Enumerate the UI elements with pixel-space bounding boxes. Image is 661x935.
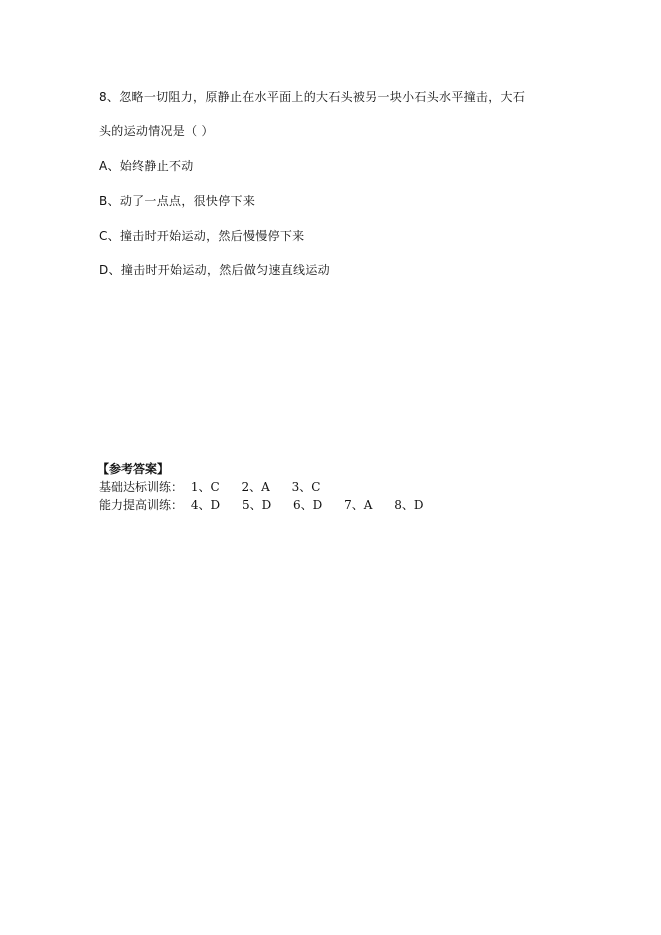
answer-item: 1、C — [190, 480, 220, 494]
answer-row-label: 能力提高训练： — [99, 498, 184, 512]
answer-item: 5、D — [241, 498, 272, 512]
answer-row-advanced — [99, 497, 442, 513]
answer-item: 2、A — [241, 480, 270, 494]
question-text-line2: 头的运动情况是（ ） — [99, 124, 214, 138]
answer-row-basic — [99, 479, 338, 495]
option-c: C、撞击时开始运动，然后慢慢停下来 — [99, 229, 305, 243]
answer-item: 3、C — [291, 480, 321, 494]
option-a: A、始终静止不动 — [99, 159, 194, 173]
option-d: D、撞击时开始运动，然后做匀速直线运动 — [99, 263, 330, 277]
answer-item: 8、D — [394, 498, 424, 512]
answer-item: 7、A — [344, 498, 373, 512]
answer-item: 6、D — [293, 498, 323, 512]
answer-item: 4、D — [190, 498, 221, 512]
answer-row-label: 基础达标训练： — [99, 480, 184, 494]
option-b: B、动了一点点，很快停下来 — [99, 194, 256, 208]
question-text-line1: 8、忽略一切阻力，原静止在水平面上的大石头被另一块小石头水平撞击，大石 — [99, 90, 526, 104]
answer-key-title: 【参考答案】 — [97, 462, 170, 476]
